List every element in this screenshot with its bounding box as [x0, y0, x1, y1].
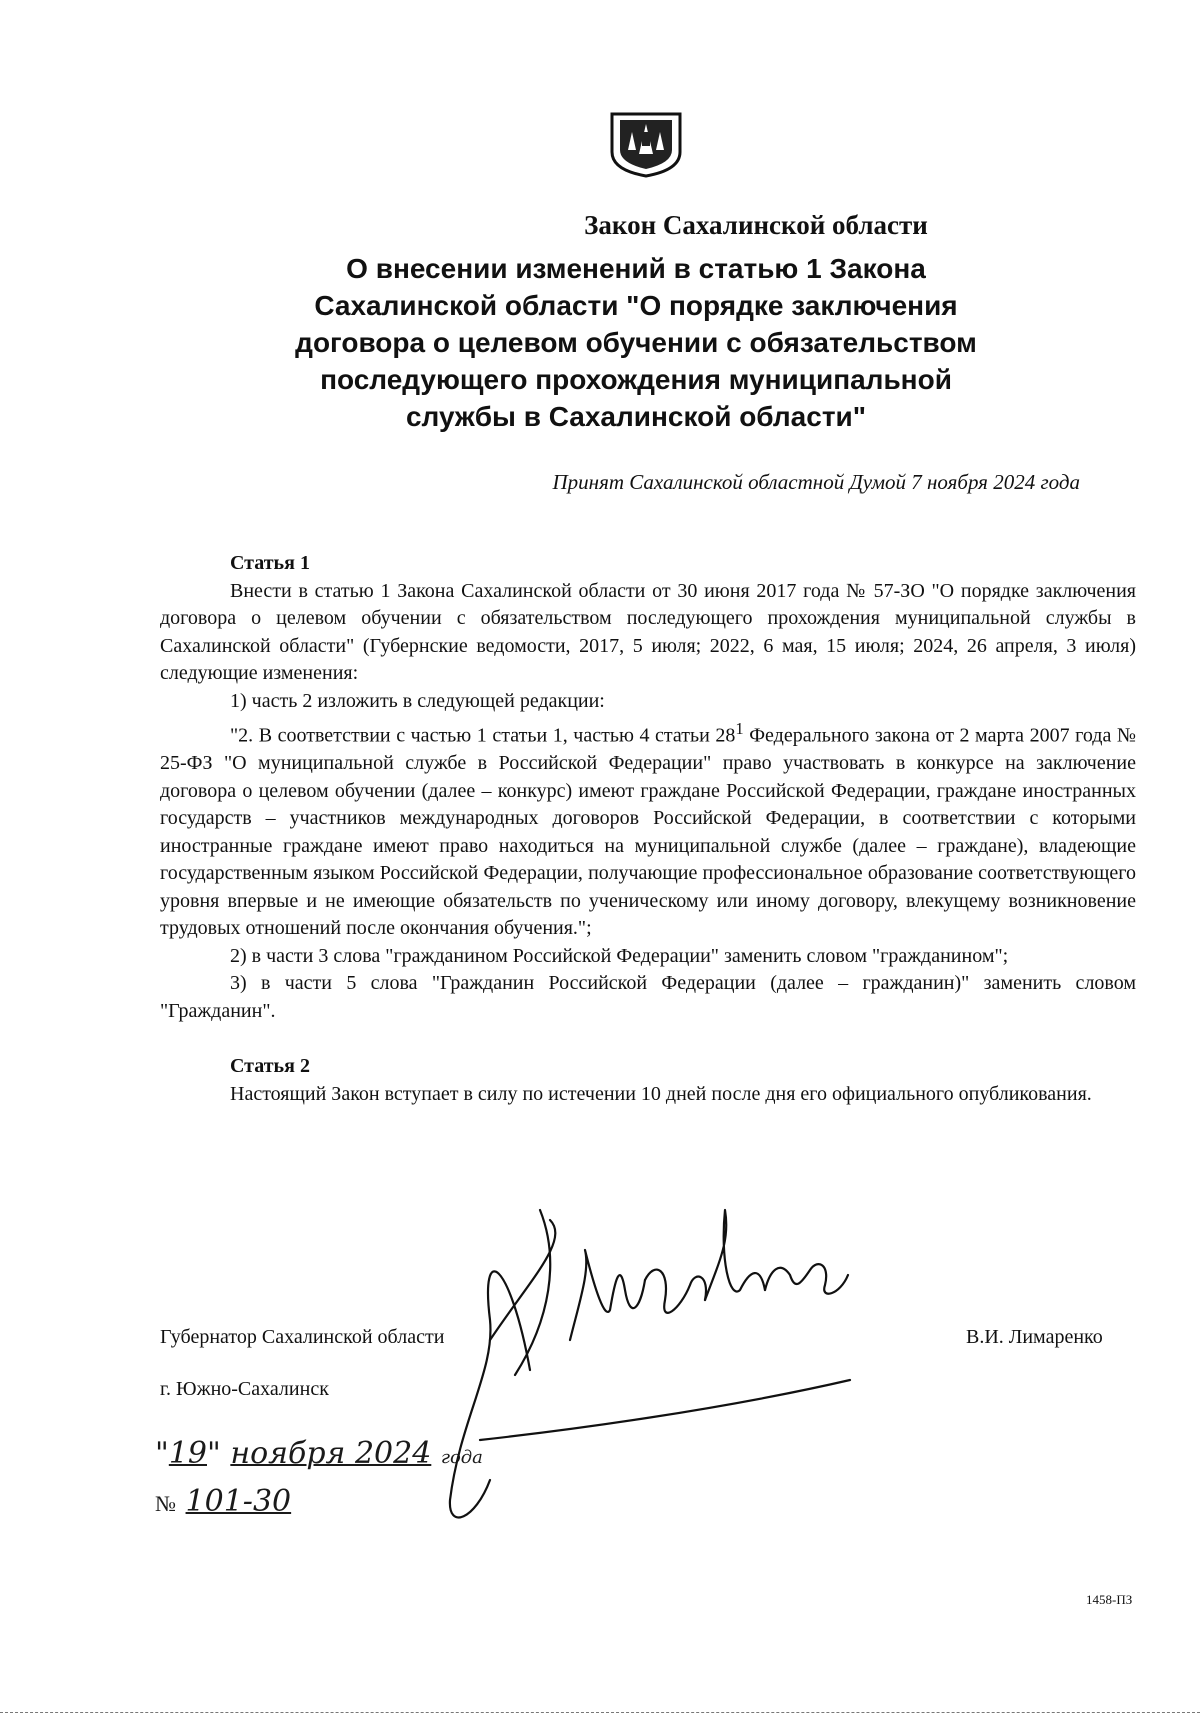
article-1-intro: Внести в статью 1 Закона Сахалинской области от 30 июня 2017 года № 57-ЗО "О порядке заключения договора о целевом обучении с обязательством последующего прохождения муниципальной службы в Сахалинской области" (Губернские ведомости, 2017, 5 июля; 2022, 6 мая, 15 июля; 2024, 26 апреля, 3 июля) следующие изменения: [160, 579, 1136, 684]
signatory-name: В.И. Лимаренко [966, 1326, 1103, 1348]
date-quote-open: " [155, 1436, 169, 1471]
number-sign: № [155, 1491, 176, 1516]
date-month-year: ноября 2024 [230, 1436, 432, 1471]
law-title-line: О внесении изменений в статью 1 Закона [346, 253, 926, 284]
article-1-heading: Статья 1 [230, 552, 310, 574]
law-title-line: Сахалинской области "О порядке заключения [314, 290, 958, 321]
law-title-line: последующего прохождения муниципальной [320, 364, 952, 395]
coat-of-arms-icon [606, 110, 686, 178]
law-name: Закон Сахалинской области [584, 210, 928, 240]
law-title-line: договора о целевом обучении с обязательством [295, 327, 977, 358]
superscript-index: 1 [735, 719, 744, 738]
date-day: 19 [168, 1436, 207, 1471]
adoption-note: Принят Сахалинской областной Думой 7 ноября 2024 года [552, 470, 1080, 494]
article-2-heading: Статья 2 [230, 1055, 310, 1078]
article-1-quoted-text [160, 715, 1136, 943]
law-title [230, 250, 1042, 435]
law-title-line: службы в Сахалинской области" [405, 401, 867, 432]
handwritten-signature [420, 1200, 960, 1540]
section-gap [160, 1025, 1136, 1053]
quoted-text-rest: Федерального закона от 2 марта 2007 года № 25-ФЗ "О муниципальной службе в Российской Федерации" право участвовать в конкурсе на заключение договора о целевом обучении (далее – конкурс) имеют граждане Российской Федерации, граждане иностранных государств – участников международных договоров Российской Федерации, в соответствии с которыми иностранные граждане имеют право находиться на муниципальной службе (далее – граждане), владеющие государственным языком Российской Федерации, получающие профессиональное образование соответствующего уровня впервые и не имеющие обязательств по ученическому или иному договору, влекущему возникновение трудовых отношений после окончания обучения."; [160, 724, 1136, 940]
date-suffix: года [440, 1447, 483, 1468]
scan-edge-line [0, 1712, 1200, 1713]
handwritten-number [155, 1484, 291, 1519]
law-body [160, 550, 1136, 1108]
quoted-text-start: "2. В соответствии с частью 1 статьи 1, частью 4 статьи 28 [230, 724, 736, 747]
date-quote-close: " [207, 1436, 231, 1471]
article-1-item-1: 1) часть 2 изложить в следующей редакции: [230, 689, 605, 712]
document-code: 1458-ПЗ [1086, 1592, 1133, 1607]
number-value: 101-30 [185, 1484, 292, 1519]
signing-city: г. Южно-Сахалинск [160, 1378, 329, 1400]
article-1-item-3: 3) в части 5 слова "Гражданин Российской Федерации (далее – гражданин)" заменить словом "Гражданин". [160, 972, 1136, 1022]
signatory-position: Губернатор Сахалинской области [160, 1326, 445, 1348]
article-1-item-2: 2) в части 3 слова "гражданином Российской Федерации" заменить словом "гражданином"; [230, 944, 1009, 967]
article-2-text: Настоящий Закон вступает в силу по истечении 10 дней после дня его официального опубликования. [230, 1082, 1092, 1105]
